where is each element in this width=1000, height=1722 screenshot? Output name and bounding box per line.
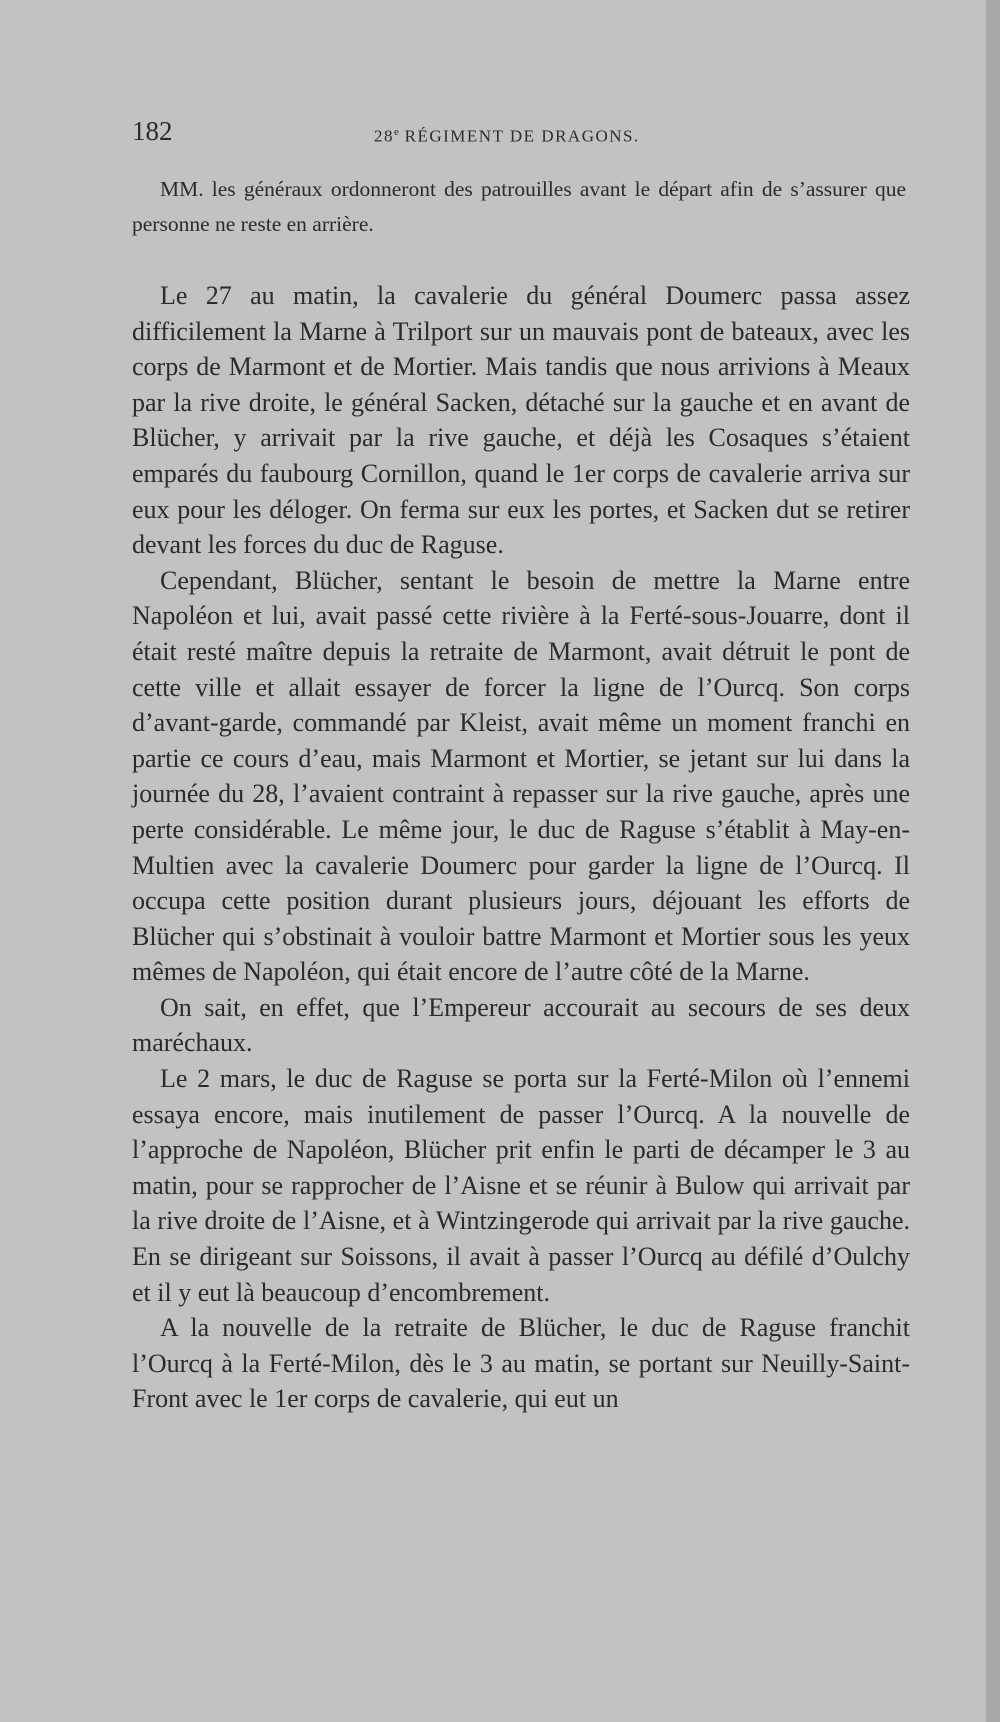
page-header (132, 116, 912, 146)
running-head-suffix: e (394, 126, 399, 138)
page-edge-shadow (986, 0, 1000, 1722)
running-head (374, 120, 640, 149)
paragraph-5: A la nouvelle de la retraite de Blücher, le duc de Raguse franchit l’Ourcq à la Ferté-Milon, dès le 3 au matin, se portant sur Neuilly-Saint-Front avec le 1er corps de cavalerie, qui eut un (132, 1313, 910, 1414)
running-head-title: RÉGIMENT DE DRAGONS. (404, 126, 640, 146)
page-number: 182 (132, 116, 173, 146)
order-note (132, 172, 906, 242)
running-head-ordinal: 28 (374, 126, 394, 146)
paragraph-3: On sait, en effet, que l’Empereur accourait au secours de ses deux maréchaux. (132, 992, 910, 1058)
paragraph-1: Le 27 au matin, la cavalerie du général Doumerc passa assez difficilement la Marne à Trilport sur un mauvais pont de bateaux, avec les corps de Marmont et de Mortier. Mais tandis que nous arrivions à Meaux par la rive droite, le général Sacken, détaché sur la gauche et en avant de Blücher, y arrivait par la rive gauche, et déjà les Cosaques s’étaient emparés du faubourg Cornillon, quand le 1er corps de cavalerie arriva sur eux pour les déloger. On ferma sur eux les portes, et Sacken dut se retirer devant les forces du duc de Raguse. (132, 281, 910, 560)
main-text (132, 278, 910, 1417)
paragraph-2: Cependant, Blücher, sentant le besoin de mettre la Marne entre Napoléon et lui, avait passé cette rivière à la Ferté-sous-Jouarre, dont il était resté maître depuis la retraite de Marmont, avait détruit le pont de cette ville et allait essayer de forcer la ligne de l’Ourcq. Son corps d’avant-garde, commandé par Kleist, avait même un moment franchi en partie ce cours d’eau, mais Marmont et Mortier, se jetant sur lui dans la journée du 28, l’avaient contraint à repasser sur la rive gauche, après une perte considérable. Le même jour, le duc de Raguse s’établit à May-en-Multien avec la cavalerie Doumerc pour garder la ligne de l’Ourcq. Il occupa cette position durant plusieurs jours, déjouant les efforts de Blücher qui s’obstinait à vouloir battre Marmont et Mortier sous les yeux mêmes de Napoléon, qui était encore de l’autre côté de la Marne. (132, 565, 910, 987)
note-text: MM. les généraux ordonneront des patrouilles avant le départ afin de s’assurer que personne ne reste en arrière. (132, 177, 906, 236)
paragraph-4: Le 2 mars, le duc de Raguse se porta sur la Ferté-Milon où l’ennemi essaya encore, mais inutilement de passer l’Ourcq. A la nouvelle de l’approche de Napoléon, Blücher prit enfin le parti de décamper le 3 au matin, pour se rapprocher de l’Aisne et se réunir à Bulow qui arrivait par la rive droite de l’Aisne, et à Wintzingerode qui arrivait par la rive gauche. En se dirigeant sur Soissons, il avait à passer l’Ourcq au défilé d’Oulchy et il y eut là beaucoup d’encombrement. (132, 1064, 910, 1307)
